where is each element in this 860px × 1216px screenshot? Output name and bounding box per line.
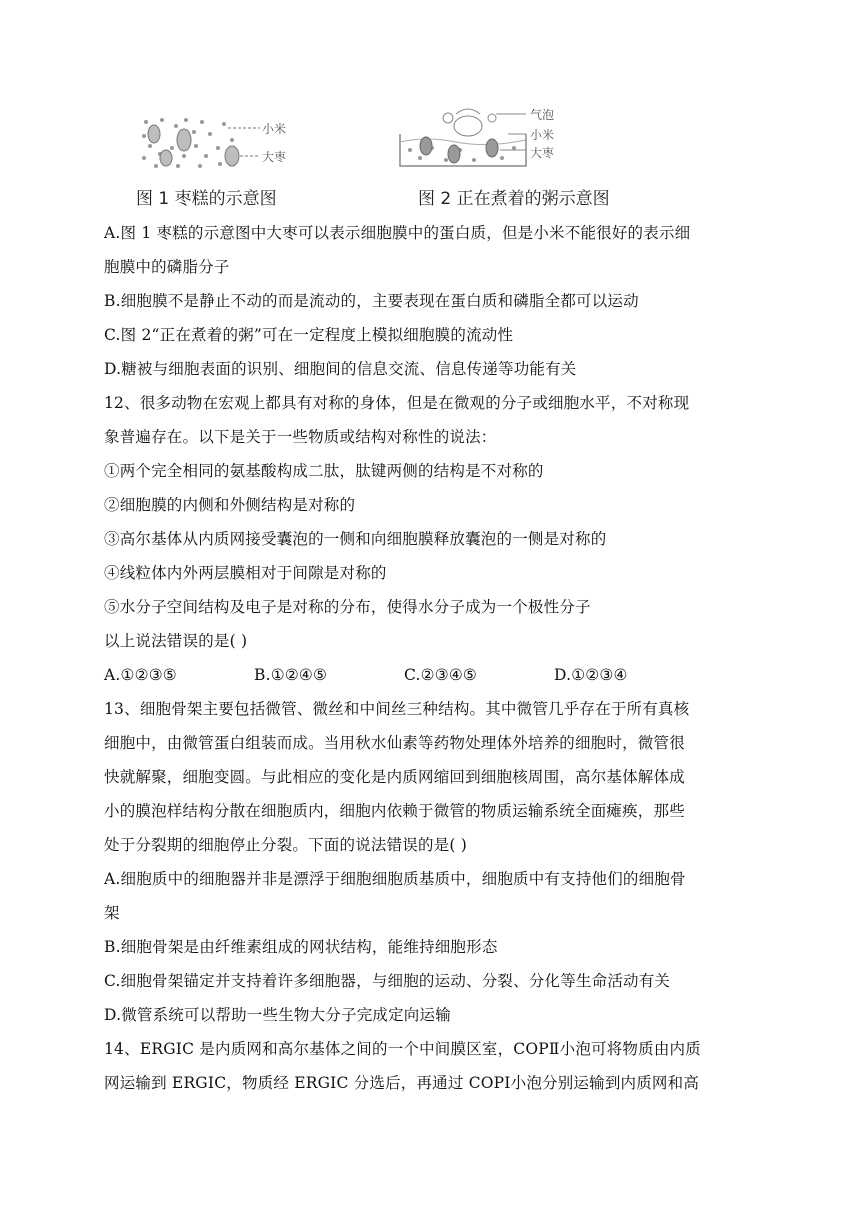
q13-option-a-line1: A.细胞质中的细胞器并非是漂浮于细胞细胞质基质中，细胞质中有支持他们的细胞骨 bbox=[104, 870, 686, 888]
q12-option-b: B.①②④⑤ bbox=[254, 666, 328, 684]
q13-stem-line2: 细胞中，由微管蛋白组装而成。当用秋水仙素等药物处理体外培养的细胞时，微管很 bbox=[104, 734, 685, 752]
q11-option-a-line1: A.图 1 枣糕的示意图中大枣可以表示细胞膜中的蛋白质，但是小米不能很好的表示细 bbox=[104, 224, 691, 242]
q12-options bbox=[104, 658, 754, 692]
q12-question: 以上说法错误的是( ) bbox=[104, 632, 248, 650]
q12-stem-line1: 12、很多动物在宏观上都具有对称的身体，但是在微观的分子或细胞水平，不对称现 bbox=[104, 394, 690, 412]
q11-option-a-line2: 胞膜中的磷脂分子 bbox=[104, 258, 230, 276]
q13-option-d: D.微管系统可以帮助一些生物大分子完成定向运输 bbox=[104, 1006, 451, 1024]
figure-2-label-millet: 小米 bbox=[530, 128, 555, 142]
q13-stem-line4: 小的膜泡样结构分散在细胞质内，细胞内依赖于微管的物质运输系统全面瘫痪，那些 bbox=[104, 802, 685, 820]
q13-stem-line5: 处于分裂期的细胞停止分裂。下面的说法错误的是( ) bbox=[104, 836, 468, 854]
q12-statement-4: ④线粒体内外两层膜相对于间隙是对称的 bbox=[104, 564, 387, 582]
q12-option-a: A.①②③⑤ bbox=[104, 666, 177, 684]
q11-option-d: D.糖被与细胞表面的识别、细胞间的信息交流、信息传递等功能有关 bbox=[104, 360, 577, 378]
figure-2-label-jujube: 大枣 bbox=[530, 146, 555, 160]
q12-statement-2: ②细胞膜的内侧和外侧结构是对称的 bbox=[104, 496, 356, 514]
question-body bbox=[104, 216, 754, 1100]
q11-option-c: C.图 2“正在煮着的粥”可在一定程度上模拟细胞膜的流动性 bbox=[104, 326, 514, 344]
figure-1-label-jujube: 大枣 bbox=[262, 150, 287, 164]
figure-2-label-bubble: 气泡 bbox=[530, 108, 555, 122]
figure-2-caption: 图 2 正在煮着的粥示意图 bbox=[418, 189, 610, 209]
q12-statement-1: ①两个完全相同的氨基酸构成二肽，肽键两侧的结构是不对称的 bbox=[104, 462, 544, 480]
q12-statement-5: ⑤水分子空间结构及电子是对称的分布，使得水分子成为一个极性分子 bbox=[104, 598, 591, 616]
q12-option-d: D.①②③④ bbox=[554, 666, 628, 684]
q13-stem-line1: 13、细胞骨架主要包括微管、微丝和中间丝三种结构。其中微管几乎存在于所有真核 bbox=[104, 700, 690, 718]
q11-option-b: B.细胞膜不是静止不动的而是流动的，主要表现在蛋白质和磷脂全都可以运动 bbox=[104, 292, 639, 310]
q13-stem-line3: 快就解聚，细胞变圆。与此相应的变化是内质网缩回到细胞核周围，高尔基体解体成 bbox=[104, 768, 685, 786]
figure-1-jujube-cake bbox=[136, 112, 296, 174]
figure-1-label-millet: 小米 bbox=[262, 122, 287, 136]
figure-1-caption: 图 1 枣糕的示意图 bbox=[136, 189, 277, 209]
q12-stem-line2: 象普遍存在。以下是关于一些物质或结构对称性的说法： bbox=[104, 428, 497, 446]
q14-stem-line2: 网运输到 ERGIC，物质经 ERGIC 分选后，再通过 COPⅠ小泡分别运输到内质网和高 bbox=[104, 1074, 700, 1092]
q13-option-a-line2: 架 bbox=[104, 904, 120, 922]
q13-option-b: B.细胞骨架是由纤维素组成的网状结构，能维持细胞形态 bbox=[104, 938, 498, 956]
q13-option-c: C.细胞骨架锚定并支持着许多细胞器，与细胞的运动、分裂、分化等生命活动有关 bbox=[104, 972, 671, 990]
figure-2-porridge bbox=[396, 104, 572, 174]
q12-statement-3: ③高尔基体从内质网接受囊泡的一侧和向细胞膜释放囊泡的一侧是对称的 bbox=[104, 530, 607, 548]
q14-stem-line1: 14、ERGIC 是内质网和高尔基体之间的一个中间膜区室，COPⅡ小泡可将物质由内质 bbox=[104, 1040, 701, 1058]
q12-option-c: C.②③④⑤ bbox=[404, 666, 478, 684]
